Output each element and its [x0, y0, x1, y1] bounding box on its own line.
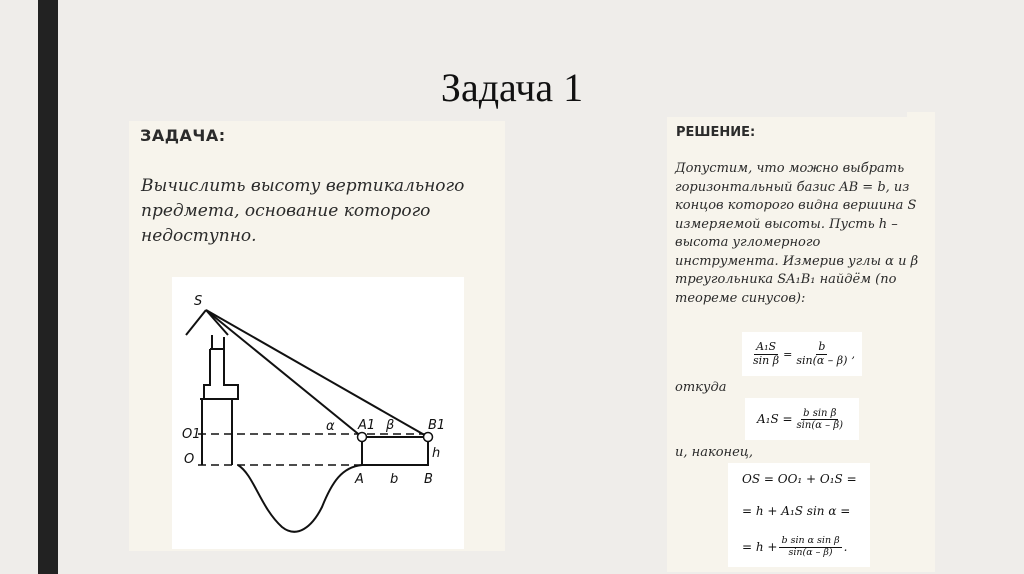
valley-curve — [238, 465, 362, 532]
label-alpha: α — [326, 419, 335, 434]
label-o1: O1 — [182, 427, 201, 442]
label-b: B — [424, 472, 433, 487]
formula1-lhs-num: A₁S — [756, 340, 777, 354]
formula2-den: sin(α – β) — [796, 419, 844, 431]
formula2-lhs: A₁S = — [756, 412, 793, 426]
formula3-row3 — [742, 536, 847, 558]
solution-heading: РЕШЕНИЕ: — [676, 125, 756, 140]
formula3-row3-lhs: = h + — [742, 540, 778, 555]
solution-text: Допустим, что можно выбрать горизонтальный базис AB = b, из концов которого видна вершина S измеряемой высоты. Пусть h – высота угломерного инструмента. Измерив углы α и β треугольника SA₁B₁ найдём (по теореме синусов): — [675, 161, 919, 306]
formula-os — [728, 463, 870, 567]
formula3-row2: = h + A₁S sin α = — [742, 504, 851, 519]
label-a: A — [355, 472, 364, 487]
tower-spire — [212, 335, 224, 349]
tower-left-side — [202, 349, 210, 465]
formula1-lhs-den: sin β — [753, 353, 780, 367]
point-b1 — [424, 433, 433, 442]
solution-i-nakonets: и, наконец, — [675, 445, 753, 460]
formula3-row3-den: sin(α – β) — [788, 546, 833, 558]
solution-otkuda: откуда — [675, 380, 727, 395]
formula2-num: b sin β — [803, 407, 837, 419]
sight-line-b1 — [206, 310, 428, 437]
label-h: h — [432, 446, 441, 461]
task-heading: ЗАДАЧА: — [140, 126, 226, 145]
formula3-row3-num: b sin α sin β — [781, 535, 840, 547]
formula1-rhs-num: b — [818, 340, 826, 354]
formula3-row3-tail: . — [843, 540, 848, 555]
label-b1: B1 — [428, 418, 446, 433]
formula-a1s — [745, 398, 859, 440]
formula1-eq: = — [783, 347, 793, 361]
formula-sine-theorem — [742, 332, 862, 376]
label-a1: A1 — [358, 418, 376, 433]
slide-title: Задача 1 — [440, 65, 584, 110]
formula3-row1: OS = OO₁ + O₁S = — [742, 472, 857, 487]
geometry-figure — [172, 277, 464, 549]
label-o: O — [184, 452, 195, 467]
label-b-base: b — [390, 472, 399, 487]
instrument-box — [362, 437, 428, 465]
label-beta: β — [386, 418, 395, 433]
task-text: Вычислить высоту вертикального предмета, основание которого недоступно. — [141, 176, 465, 246]
formula1-rhs-den: sin(α – β) — [796, 353, 848, 367]
tower-right-side — [210, 349, 238, 465]
sight-line-a1 — [206, 310, 362, 437]
point-a1 — [358, 433, 367, 442]
formula1-tail: , — [851, 347, 855, 361]
label-s: S — [194, 294, 203, 309]
